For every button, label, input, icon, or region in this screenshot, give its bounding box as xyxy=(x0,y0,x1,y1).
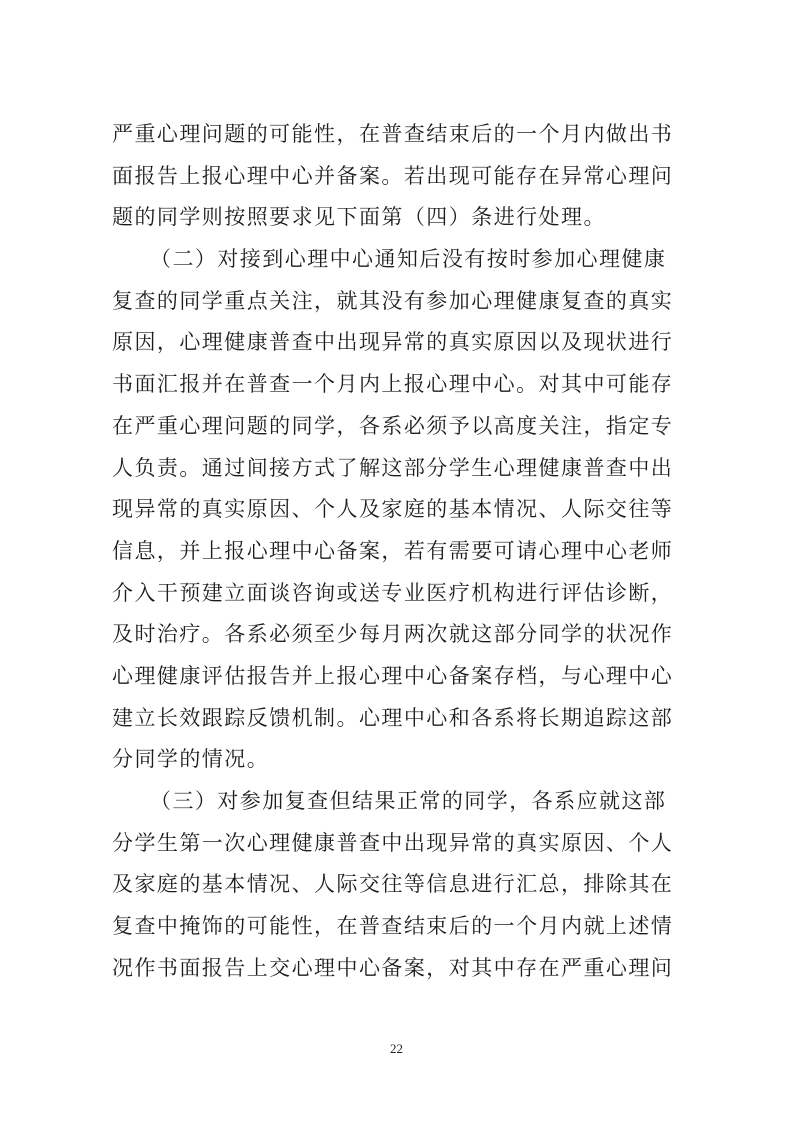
document-text xyxy=(112,114,678,989)
text-line: 心理健康评估报告并上报心理中心备案存档，与心理中心 xyxy=(112,663,674,688)
page-number: 22 xyxy=(390,1041,403,1056)
text-line: 及时治疗。各系必须至少每月两次就这部分同学的状况作 xyxy=(112,622,674,647)
text-line: 书面汇报并在普查一个月内上报心理中心。对其中可能存 xyxy=(112,372,674,397)
text-line: 复查中掩饰的可能性，在普查结束后的一个月内就上述情 xyxy=(112,914,674,939)
text-line: 严重心理问题的可能性，在普查结束后的一个月内做出书 xyxy=(112,122,674,146)
text-line: 分同学的情况。 xyxy=(112,747,270,772)
text-line-paragraph-start: （二）对接到心理中心通知后没有按时参加心理健康 xyxy=(150,247,667,272)
text-line: 建立长效跟踪反馈机制。心理中心和各系将长期追踪这部 xyxy=(112,705,674,730)
page-footer xyxy=(0,1040,793,1058)
text-line: 面报告上报心理中心并备案。若出现可能存在异常心理问 xyxy=(112,163,674,188)
text-line: 人负责。通过间接方式了解这部分学生心理健康普查中出 xyxy=(112,455,674,480)
text-line: 原因，心理健康普查中出现异常的真实原因以及现状进行 xyxy=(112,330,674,355)
text-line: 题的同学则按照要求见下面第（四）条进行处理。 xyxy=(112,205,606,230)
text-line: 介入干预建立面谈咨询或送专业医疗机构进行评估诊断， xyxy=(112,580,674,605)
text-line: 现异常的真实原因、个人及家庭的基本情况、人际交往等 xyxy=(112,497,674,522)
text-line: 信息，并上报心理中心备案，若有需要可请心理中心老师 xyxy=(112,538,674,563)
text-line: 分学生第一次心理健康普查中出现异常的真实原因、个人 xyxy=(112,830,674,855)
text-line: 复查的同学重点关注，就其没有参加心理健康复查的真实 xyxy=(112,288,674,313)
text-line: 及家庭的基本情况、人际交往等信息进行汇总，排除其在 xyxy=(112,872,674,897)
text-line: 况作书面报告上交心理中心备案，对其中存在严重心理问 xyxy=(112,955,674,980)
text-line-paragraph-start: （三）对参加复查但结果正常的同学，各系应就这部 xyxy=(150,789,667,813)
text-line: 在严重心理问题的同学，各系必须予以高度关注，指定专 xyxy=(112,413,674,438)
